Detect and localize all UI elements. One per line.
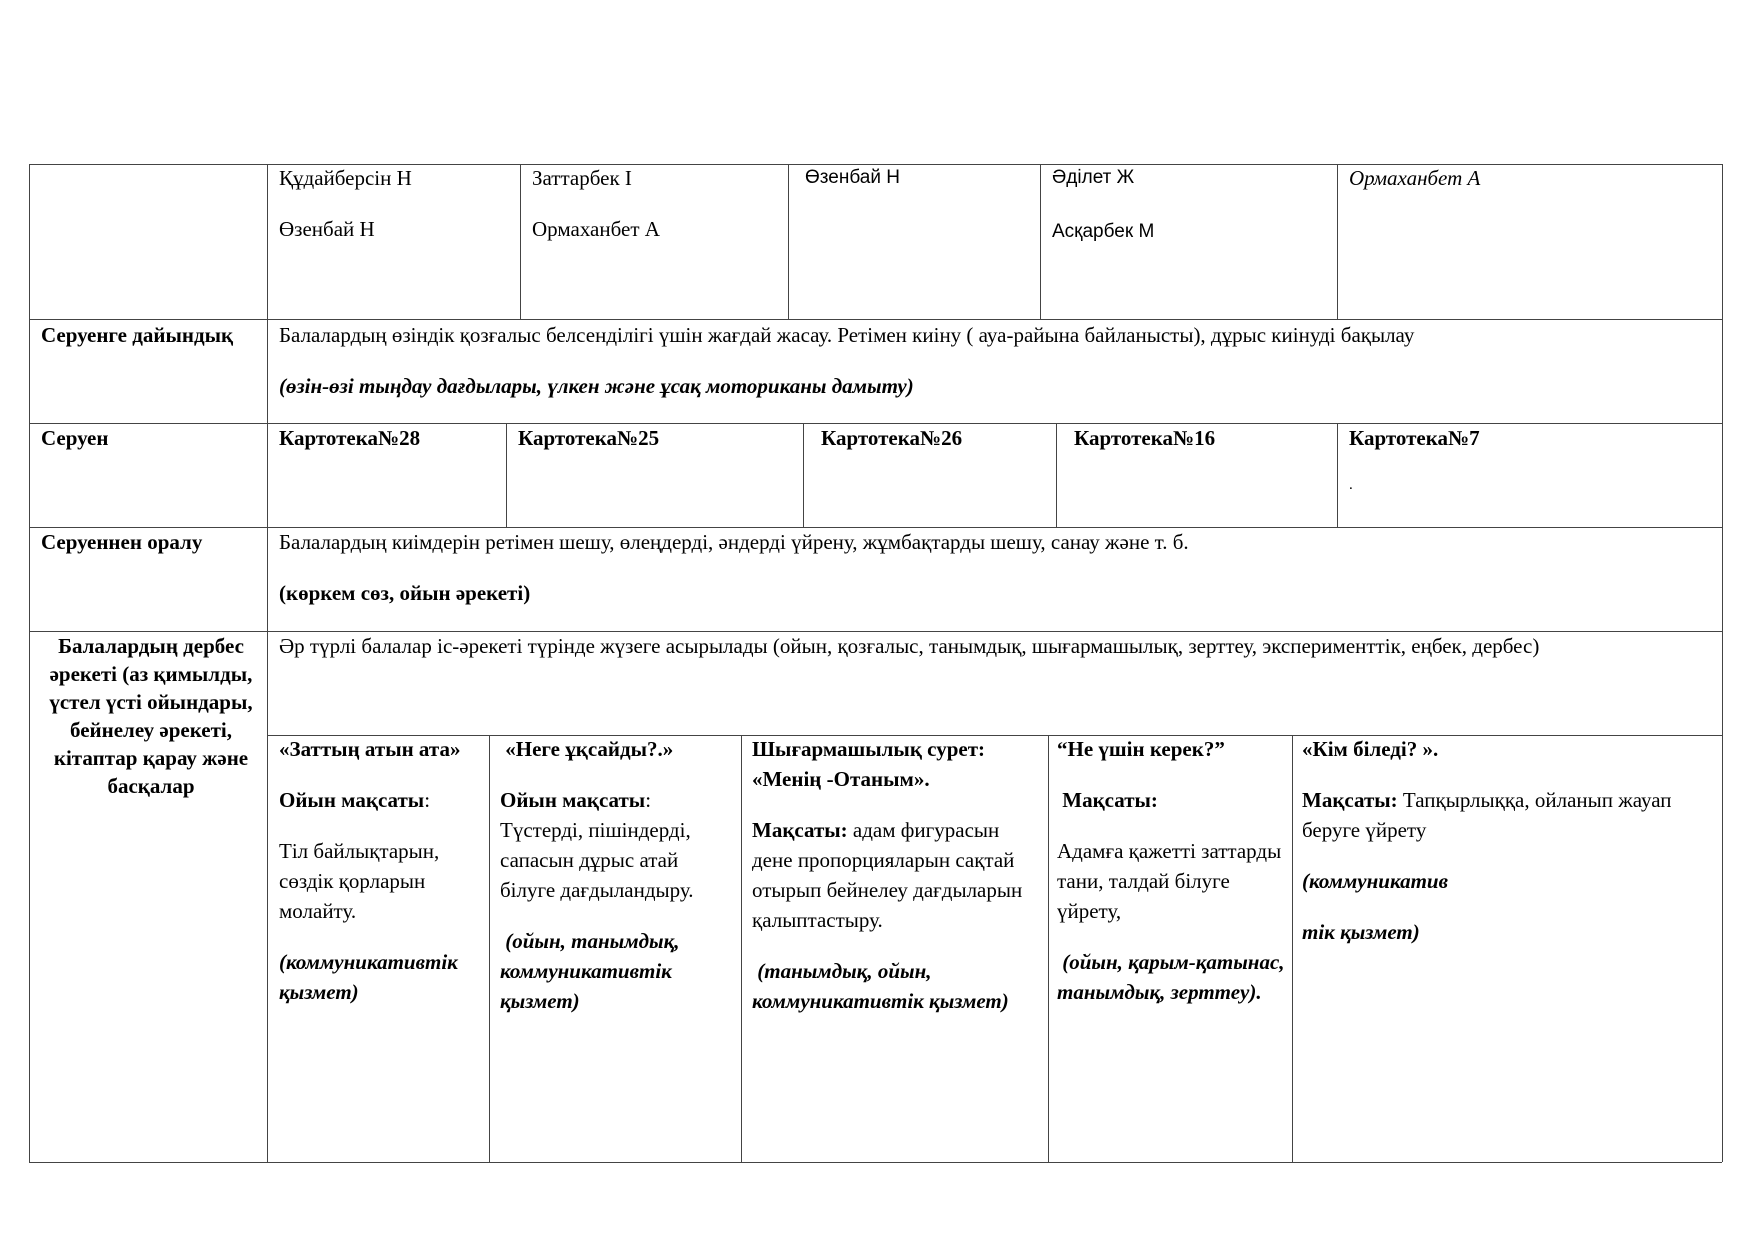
child-name: Ормаханбет А: [532, 217, 660, 241]
walk-dot: .: [1349, 477, 1353, 493]
game-title: Шығармашылық сурет: «Менің -Отаным».: [752, 737, 986, 791]
game-goal-text: Түстерді, пішіндерді, сапасын дұрыс атай білуге дағдыландыру.: [500, 818, 694, 902]
walk-card-1: Картотека№28: [279, 426, 421, 450]
table-border: [29, 1162, 1722, 1163]
game-title: «Неге ұқсайды?.»: [500, 737, 674, 761]
table-border: [741, 735, 742, 1162]
child-name: Өзенбай Н: [805, 167, 900, 188]
game-card-3: [752, 734, 1044, 1016]
names-cell-2: [532, 163, 782, 244]
prep-content: [279, 320, 1714, 401]
names-cell-3: [805, 163, 1035, 193]
game-skills: тік қызмет): [1302, 920, 1420, 944]
table-border: [29, 164, 30, 1162]
child-name: Құдайберсін Н: [279, 166, 412, 190]
game-title: “Не үшін керек?”: [1057, 737, 1225, 761]
return-label: Серуеннен оралу: [41, 530, 203, 554]
game-card-2: «Неге ұқсайды?.» Ойын мақсаты: Түстерді, пішіндерді, сапасын дұрыс атай білуге дағдыландыру. (ойын, танымдық, коммуникативтік қызмет): [500, 734, 736, 1016]
game-title: «Заттың атын ата»: [279, 737, 461, 761]
game-card-4: [1057, 734, 1290, 1007]
return-skills: (көркем сөз, ойын әрекеті): [279, 581, 531, 605]
game-goal-label: Мақсаты:: [1057, 788, 1158, 812]
table-border: [267, 164, 268, 1162]
names-cell-1: [279, 163, 514, 244]
table-border: [520, 164, 521, 319]
game-title: «Кім біледі? ».: [1302, 737, 1439, 761]
game-goal-label: Мақсаты:: [752, 818, 848, 842]
names-cell-5: [1349, 163, 1709, 193]
return-text: Балалардың киімдерін ретімен шешу, өлеңдерді, әндерді үйрену, жұмбақтарды шешу, санау және т. б.: [279, 530, 1189, 554]
table-border: [506, 423, 507, 527]
independent-text: Әр түрлі балалар іс-әрекеті түрінде жүзеге асырылады (ойын, қозғалыс, танымдық, шығармашылық, зерттеу, эксперименттік, еңбек, дербес): [279, 634, 1540, 658]
table-border: [1337, 164, 1338, 319]
walk-card-3: Картотека№26: [821, 426, 963, 450]
game-skills: (танымдық, ойын, коммуникативтік қызмет): [752, 959, 1009, 1013]
game-goal-label: Ойын мақсаты: [279, 788, 425, 812]
table-border: [489, 735, 490, 1162]
game-skills: (коммуникатив: [1302, 869, 1448, 893]
walk-card-4: Картотека№16: [1074, 426, 1216, 450]
prep-skills: (өзін-өзі тыңдау дағдылары, үлкен және ұсақ моториканы дамыту): [279, 374, 914, 398]
table-border: [1722, 164, 1723, 1162]
table-border: [803, 423, 804, 527]
child-name: Ормаханбет А: [1349, 166, 1481, 190]
game-goal-label: Мақсаты:: [1302, 788, 1398, 812]
table-border: [1048, 735, 1049, 1162]
game-goal-text: Адамға қажетті заттарды тани, талдай білуге үйрету,: [1057, 839, 1282, 923]
return-content: [279, 527, 1714, 608]
table-border: [788, 164, 789, 319]
table-border: [1292, 735, 1293, 1162]
child-name: Асқарбек М: [1052, 221, 1155, 242]
table-border: [1056, 423, 1057, 527]
game-goal-text: Тіл байлықтарын, сөздік қорларын молайту.: [279, 839, 440, 923]
game-goal-text: адам фигурасын дене пропорцияларын сақтай отырып бейнелеу дағдыларын қалыптастыру.: [752, 818, 1028, 932]
game-skills: (коммуникативтік қызмет): [279, 950, 458, 1004]
game-goal-text: Тапқырлыққа, ойланып жауап беруге үйрету: [1302, 788, 1677, 842]
walk-card-2: Картотека№25: [518, 426, 660, 450]
game-card-5: [1302, 734, 1702, 947]
walk-card-5: [1349, 423, 1709, 500]
child-name: Заттарбек І: [532, 166, 632, 190]
game-skills: (ойын, қарым-қатынас, танымдық, зерттеу).: [1057, 950, 1290, 1004]
child-name: Әділет Ж: [1052, 167, 1135, 188]
independent-label: Балалардың дербес әрекеті (аз қимылды, үстел үсті ойындары, бейнелеу әрекеті, кітаптар қарау және басқалар: [49, 634, 253, 798]
prep-label: Серуенге дайындық: [41, 323, 234, 347]
game-card-1: «Заттың атын ата» Ойын мақсаты: Тіл байлықтарын, сөздік қорларын молайту. (коммуникативтік қызмет): [279, 734, 484, 1007]
walk-card-label: Картотека№7: [1349, 426, 1480, 450]
game-goal-label: Ойын мақсаты: [500, 788, 646, 812]
table-border: [1337, 423, 1338, 527]
game-skills: (ойын, танымдық, коммуникативтік қызмет): [500, 929, 685, 1013]
table-border: [1040, 164, 1041, 319]
walk-label: Серуен: [41, 426, 109, 450]
child-name: Өзенбай Н: [279, 217, 375, 241]
names-cell-4: [1052, 163, 1332, 247]
prep-text: Балалардың өзіндік қозғалыс белсенділігі үшін жағдай жасау. Ретімен киіну ( ауа-райына байланысты), дұрыс киінуді бақылау: [279, 323, 1415, 347]
